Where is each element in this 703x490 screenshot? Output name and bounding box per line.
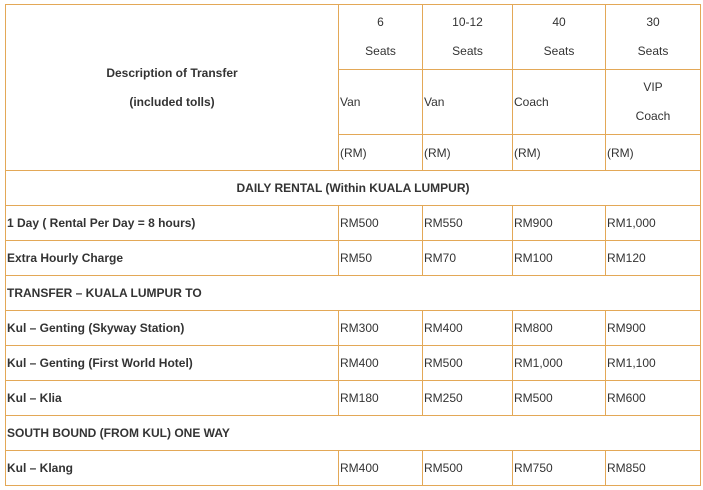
price-cell: RM400 <box>423 311 513 346</box>
price-cell: RM400 <box>339 346 423 381</box>
table-row <box>6 311 701 346</box>
price-cell: RM550 <box>423 206 513 241</box>
description-header-cell <box>6 5 339 171</box>
row-label: Kul – Genting (Skyway Station) <box>6 311 339 346</box>
price-cell: RM250 <box>423 381 513 416</box>
vehicle-type: Van <box>424 95 445 109</box>
price-cell: RM1,000 <box>606 206 701 241</box>
capacity-header-cell <box>606 5 701 70</box>
price-cell: RM180 <box>339 381 423 416</box>
price-cell: RM1,100 <box>606 346 701 381</box>
vehicle-type: VIP <box>643 80 663 94</box>
price-cell: RM900 <box>513 206 606 241</box>
header-seats-row <box>6 5 701 70</box>
vehicle-header-cell <box>513 70 606 135</box>
price-cell: RM500 <box>513 381 606 416</box>
capacity-value: 6 <box>377 15 384 29</box>
currency-label: (RM) <box>340 145 367 160</box>
price-cell: RM70 <box>423 241 513 276</box>
table-row <box>6 241 701 276</box>
vehicle-type: Van <box>340 95 361 109</box>
vehicle-header-cell <box>606 70 701 135</box>
row-label: Kul – Klang <box>6 451 339 486</box>
capacity-header-cell <box>513 5 606 70</box>
seats-label: Seats <box>543 44 575 58</box>
price-cell: RM600 <box>606 381 701 416</box>
vehicle-type: Coach <box>514 95 549 109</box>
table-row <box>6 346 701 381</box>
row-label: Extra Hourly Charge <box>6 241 339 276</box>
price-cell: RM50 <box>339 241 423 276</box>
price-cell: RM1,000 <box>513 346 606 381</box>
price-cell: RM500 <box>423 346 513 381</box>
vehicle-header-cell <box>339 70 423 135</box>
currency-label: (RM) <box>424 145 451 160</box>
section-heading-transfer-kl: TRANSFER – KUALA LUMPUR TO <box>6 276 701 311</box>
currency-label: (RM) <box>514 145 541 160</box>
vehicle-header-cell <box>423 70 513 135</box>
price-cell: RM100 <box>513 241 606 276</box>
price-cell: RM750 <box>513 451 606 486</box>
description-subtitle: (included tolls) <box>129 94 215 109</box>
vehicle-type-line2: Coach <box>635 109 671 123</box>
capacity-value: 10-12 <box>452 15 483 29</box>
seats-label: Seats <box>637 44 669 58</box>
row-label: 1 Day ( Rental Per Day = 8 hours) <box>6 206 339 241</box>
table-row <box>6 381 701 416</box>
section-row <box>6 171 701 206</box>
currency-cell <box>513 135 606 171</box>
capacity-value: 30 <box>646 15 660 29</box>
table-row <box>6 206 701 241</box>
capacity-header-cell <box>339 5 423 70</box>
price-cell: RM400 <box>339 451 423 486</box>
price-cell: RM120 <box>606 241 701 276</box>
description-title: Description of Transfer <box>106 65 238 80</box>
row-label: Kul – Klia <box>6 381 339 416</box>
price-cell: RM500 <box>339 206 423 241</box>
capacity-header-cell <box>423 5 513 70</box>
section-row <box>6 276 701 311</box>
price-cell: RM900 <box>606 311 701 346</box>
seats-label: Seats <box>365 44 396 58</box>
capacity-value: 40 <box>552 15 566 29</box>
section-heading-daily-rental: DAILY RENTAL (Within KUALA LUMPUR) <box>6 171 701 206</box>
section-heading-south-bound: SOUTH BOUND (FROM KUL) ONE WAY <box>6 416 701 451</box>
row-label: Kul – Genting (First World Hotel) <box>6 346 339 381</box>
pricing-table <box>5 4 701 486</box>
seats-label: Seats <box>452 44 483 58</box>
currency-cell <box>339 135 423 171</box>
price-cell: RM500 <box>423 451 513 486</box>
currency-label: (RM) <box>607 145 634 160</box>
table-row <box>6 451 701 486</box>
price-cell: RM800 <box>513 311 606 346</box>
currency-cell <box>606 135 701 171</box>
section-row <box>6 416 701 451</box>
currency-cell <box>423 135 513 171</box>
price-cell: RM850 <box>606 451 701 486</box>
price-cell: RM300 <box>339 311 423 346</box>
